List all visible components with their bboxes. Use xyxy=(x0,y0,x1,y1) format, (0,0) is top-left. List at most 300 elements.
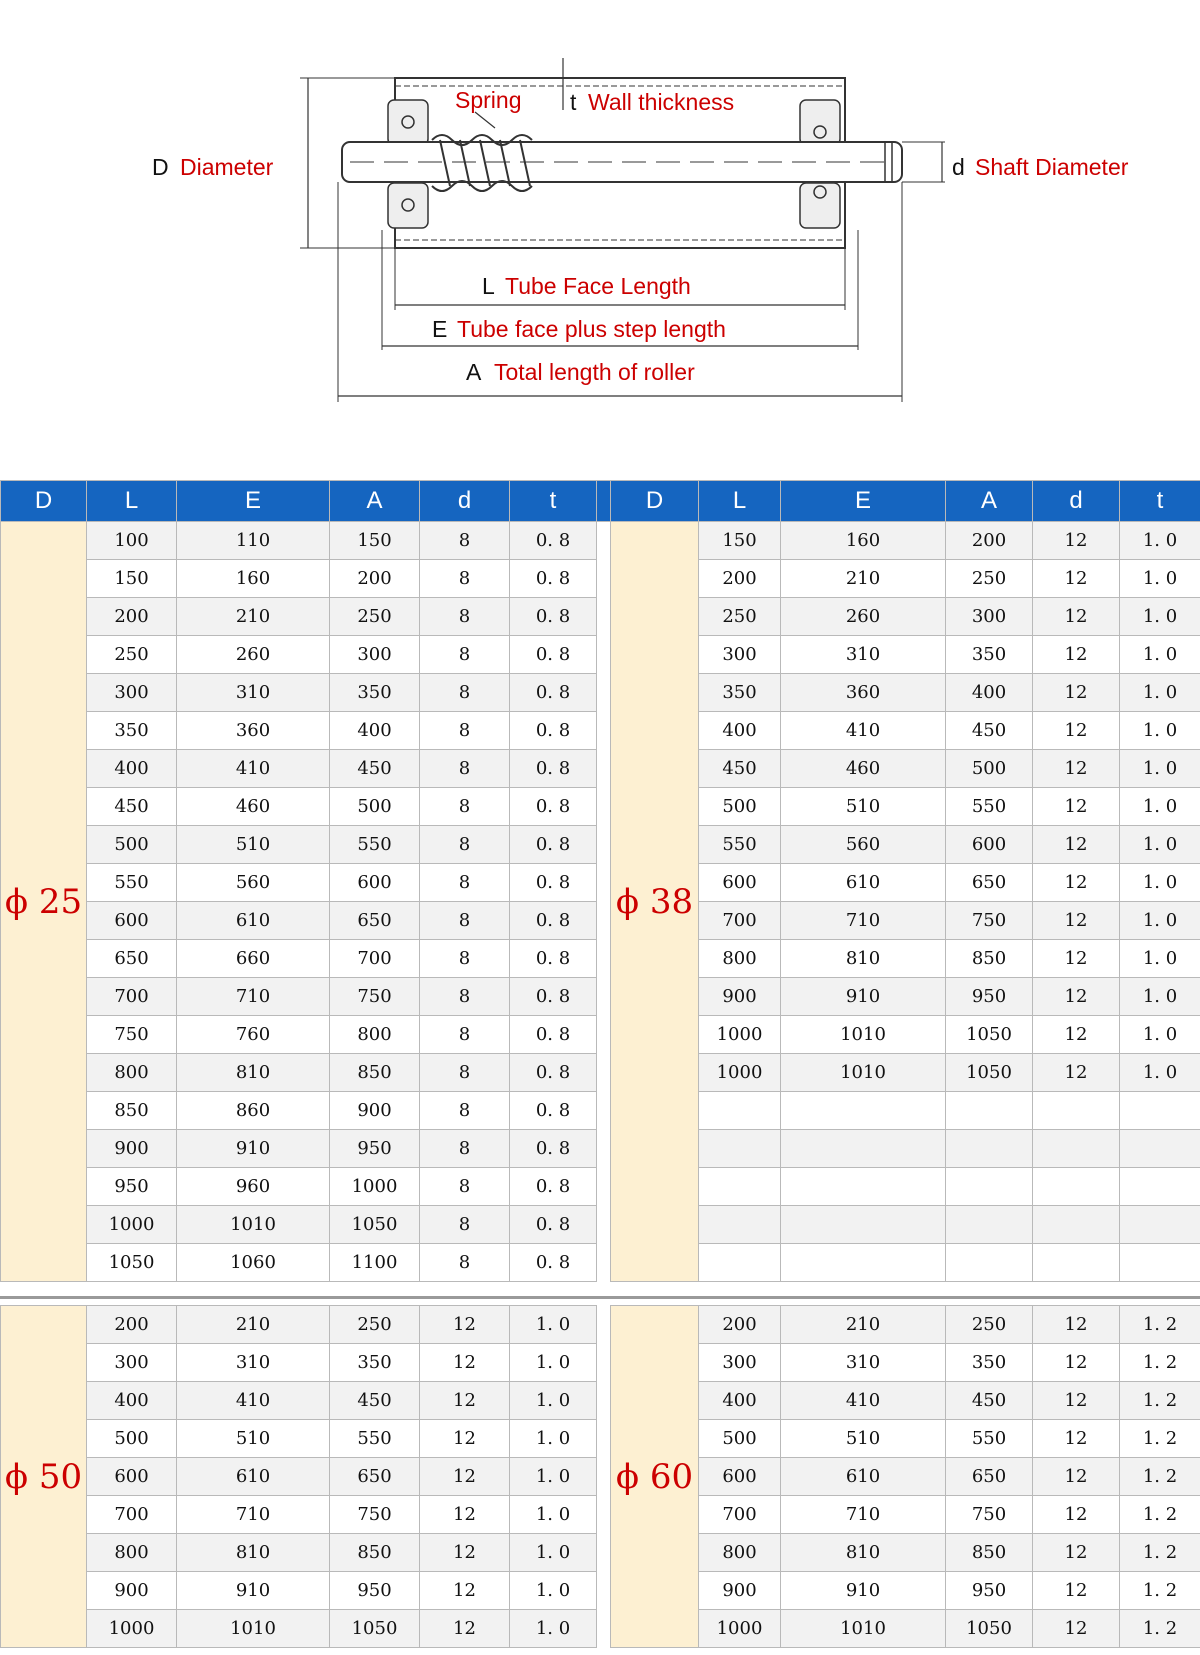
table-cell: 200 xyxy=(330,560,420,598)
table-cell: 160 xyxy=(781,522,946,560)
table-cell xyxy=(699,1168,781,1206)
table-cell: 1050 xyxy=(330,1610,420,1648)
table-cell: 12 xyxy=(1033,1572,1120,1610)
table-cell: 600 xyxy=(699,1458,781,1496)
table-cell: 8 xyxy=(420,1206,510,1244)
table-cell: 300 xyxy=(87,674,177,712)
table-cell: 8 xyxy=(420,522,510,560)
table-cell: 8 xyxy=(420,598,510,636)
table-cell: 12 xyxy=(1033,940,1120,978)
table-cell: 8 xyxy=(420,1130,510,1168)
table-cell: 12 xyxy=(1033,598,1120,636)
table-cell: 12 xyxy=(1033,826,1120,864)
table-cell: 810 xyxy=(177,1054,330,1092)
column-gap xyxy=(597,1534,611,1572)
table-cell xyxy=(946,1130,1033,1168)
table-cell: 400 xyxy=(699,1382,781,1420)
table-row xyxy=(1,1534,1200,1572)
table-cell: 1000 xyxy=(699,1016,781,1054)
table-cell: 1. 0 xyxy=(1120,598,1200,636)
table-cell: 350 xyxy=(946,636,1033,674)
table-row xyxy=(1,864,1200,902)
column-gap xyxy=(597,674,611,712)
table-cell: 750 xyxy=(87,1016,177,1054)
table-cell: 1050 xyxy=(946,1016,1033,1054)
table-cell: 410 xyxy=(781,1382,946,1420)
table-cell: 950 xyxy=(330,1572,420,1610)
table-cell: 750 xyxy=(946,1496,1033,1534)
table-cell: 600 xyxy=(330,864,420,902)
table-cell xyxy=(1033,1206,1120,1244)
table-cell: 1010 xyxy=(781,1610,946,1648)
header-e: E xyxy=(177,481,330,522)
table-cell: 760 xyxy=(177,1016,330,1054)
table-row xyxy=(1,1458,1200,1496)
table-cell: 8 xyxy=(420,1244,510,1282)
table-cell: 450 xyxy=(87,788,177,826)
header-gap xyxy=(597,481,611,522)
spec-table-top xyxy=(0,480,1200,1282)
table-row xyxy=(1,978,1200,1016)
table-cell: 350 xyxy=(699,674,781,712)
table-cell: 0. 8 xyxy=(510,560,597,598)
table-row xyxy=(1,560,1200,598)
table-row xyxy=(1,1016,1200,1054)
table-cell: 12 xyxy=(1033,1458,1120,1496)
table-cell: 0. 8 xyxy=(510,1092,597,1130)
table-cell: 250 xyxy=(87,636,177,674)
table-cell: 0. 8 xyxy=(510,1130,597,1168)
table-cell: 110 xyxy=(177,522,330,560)
table-cell: 12 xyxy=(1033,788,1120,826)
table-cell: 450 xyxy=(330,750,420,788)
spec-table-bottom xyxy=(0,1305,1200,1648)
table-cell: 700 xyxy=(699,1496,781,1534)
table-cell: 150 xyxy=(699,522,781,560)
table-row xyxy=(1,1206,1200,1244)
table-cell: 12 xyxy=(1033,1496,1120,1534)
column-gap xyxy=(597,636,611,674)
table-cell: 710 xyxy=(177,978,330,1016)
table-cell: 1. 0 xyxy=(1120,902,1200,940)
table-cell: 310 xyxy=(781,636,946,674)
table-cell: 650 xyxy=(946,1458,1033,1496)
table-cell: 650 xyxy=(330,1458,420,1496)
table-cell: 8 xyxy=(420,826,510,864)
table-cell: 400 xyxy=(330,712,420,750)
table-cell xyxy=(946,1244,1033,1282)
table-cell: 850 xyxy=(330,1054,420,1092)
table-cell: 650 xyxy=(330,902,420,940)
table-cell: 810 xyxy=(177,1534,330,1572)
table-cell: 1050 xyxy=(87,1244,177,1282)
table-cell: 600 xyxy=(87,1458,177,1496)
table-cell: 750 xyxy=(330,1496,420,1534)
table-cell: 550 xyxy=(87,864,177,902)
table-cell: 900 xyxy=(699,978,781,1016)
table-cell: 0. 8 xyxy=(510,1244,597,1282)
step-length-prefix: E xyxy=(432,316,448,342)
table-cell: 500 xyxy=(946,750,1033,788)
table-cell: 500 xyxy=(87,1420,177,1458)
table-cell: 1. 2 xyxy=(1120,1306,1200,1344)
table-cell: 1000 xyxy=(87,1206,177,1244)
table-cell: 1000 xyxy=(699,1054,781,1092)
column-gap xyxy=(597,1458,611,1496)
table-cell: 450 xyxy=(330,1382,420,1420)
table-cell: 700 xyxy=(87,978,177,1016)
table-cell: 0. 8 xyxy=(510,978,597,1016)
table-cell: 310 xyxy=(177,674,330,712)
table-cell: 200 xyxy=(87,1306,177,1344)
column-gap xyxy=(597,1344,611,1382)
table-cell: 0. 8 xyxy=(510,1054,597,1092)
table-cell: 200 xyxy=(699,1306,781,1344)
table-cell: 650 xyxy=(87,940,177,978)
right-bearing-bottom xyxy=(800,183,840,228)
table-cell: 350 xyxy=(946,1344,1033,1382)
table-cell: 850 xyxy=(946,940,1033,978)
header-e: E xyxy=(781,481,946,522)
column-gap xyxy=(597,712,611,750)
table-cell: 910 xyxy=(781,978,946,1016)
table-cell: 8 xyxy=(420,788,510,826)
table-cell: 0. 8 xyxy=(510,788,597,826)
table-row xyxy=(1,1382,1200,1420)
table-cell: 610 xyxy=(177,902,330,940)
table-cell: 0. 8 xyxy=(510,674,597,712)
table-cell: 12 xyxy=(420,1458,510,1496)
table-cell xyxy=(781,1130,946,1168)
table-cell xyxy=(1120,1168,1200,1206)
table-row xyxy=(1,902,1200,940)
table-cell: 12 xyxy=(1033,1016,1120,1054)
table-cell: 900 xyxy=(699,1572,781,1610)
table-cell: 250 xyxy=(946,1306,1033,1344)
table-cell: 1. 2 xyxy=(1120,1382,1200,1420)
table-cell xyxy=(946,1206,1033,1244)
left-bearing-top xyxy=(388,100,428,145)
diameter-label: Diameter xyxy=(180,154,274,180)
table-cell: 1. 0 xyxy=(510,1420,597,1458)
table-cell: 710 xyxy=(177,1496,330,1534)
table-cell: 8 xyxy=(420,902,510,940)
table-cell: 1. 0 xyxy=(1120,636,1200,674)
table-cell: 350 xyxy=(330,1344,420,1382)
table-cell: 410 xyxy=(781,712,946,750)
table-cell: 12 xyxy=(420,1344,510,1382)
table-cell: 1. 2 xyxy=(1120,1496,1200,1534)
table-cell: 710 xyxy=(781,902,946,940)
table-cell: 550 xyxy=(946,1420,1033,1458)
column-gap xyxy=(597,1610,611,1648)
header-d: D xyxy=(611,481,699,522)
table-cell: 950 xyxy=(946,1572,1033,1610)
table-cell: 800 xyxy=(87,1534,177,1572)
header-t: t xyxy=(1120,481,1200,522)
table-cell: 710 xyxy=(781,1496,946,1534)
table-row xyxy=(1,1168,1200,1206)
shaft-diameter-prefix: d xyxy=(952,154,965,180)
table-cell: 8 xyxy=(420,560,510,598)
table-cell: 250 xyxy=(946,560,1033,598)
wall-thickness-label: Wall thickness xyxy=(588,89,735,115)
table-cell: 860 xyxy=(177,1092,330,1130)
table-cell: 260 xyxy=(177,636,330,674)
column-gap xyxy=(597,940,611,978)
table-cell: 0. 8 xyxy=(510,636,597,674)
table-cell: 12 xyxy=(1033,1420,1120,1458)
column-gap xyxy=(597,1244,611,1282)
table-row xyxy=(1,636,1200,674)
table-cell: 8 xyxy=(420,1054,510,1092)
table-cell: 600 xyxy=(87,902,177,940)
diameter-group-label: ϕ 25 xyxy=(1,522,87,1282)
table-row xyxy=(1,1244,1200,1282)
column-gap xyxy=(597,1168,611,1206)
table-cell: 1. 0 xyxy=(1120,940,1200,978)
table-cell: 0. 8 xyxy=(510,902,597,940)
table-cell: 1. 0 xyxy=(1120,788,1200,826)
table-cell: 510 xyxy=(781,788,946,826)
table-cell: 500 xyxy=(330,788,420,826)
table-cell: 950 xyxy=(330,1130,420,1168)
table-cell: 1. 2 xyxy=(1120,1458,1200,1496)
table-cell xyxy=(1033,1092,1120,1130)
table-cell: 800 xyxy=(699,940,781,978)
table-cell: 300 xyxy=(946,598,1033,636)
table-row xyxy=(1,522,1200,560)
table-cell: 12 xyxy=(1033,1534,1120,1572)
table-cell: 560 xyxy=(781,826,946,864)
table-cell: 8 xyxy=(420,1168,510,1206)
table-cell: 12 xyxy=(1033,560,1120,598)
table-cell: 1. 0 xyxy=(510,1610,597,1648)
table-cell: 850 xyxy=(87,1092,177,1130)
table-cell: 700 xyxy=(87,1496,177,1534)
table-cell xyxy=(1120,1206,1200,1244)
table-cell: 1. 0 xyxy=(510,1534,597,1572)
table-cell: 1050 xyxy=(946,1610,1033,1648)
table-row xyxy=(1,1092,1200,1130)
table-cell: 1. 0 xyxy=(510,1344,597,1382)
table-cell: 12 xyxy=(420,1610,510,1648)
table-cell: 300 xyxy=(87,1344,177,1382)
table-cell: 8 xyxy=(420,750,510,788)
tube-face-label: Tube Face Length xyxy=(505,273,691,299)
table-cell: 1000 xyxy=(87,1610,177,1648)
column-gap xyxy=(597,864,611,902)
table-cell: 650 xyxy=(946,864,1033,902)
table-cell: 610 xyxy=(781,864,946,902)
table-cell: 900 xyxy=(330,1092,420,1130)
table-cell: 0. 8 xyxy=(510,522,597,560)
table-cell xyxy=(946,1092,1033,1130)
table-row xyxy=(1,1130,1200,1168)
table-cell: 400 xyxy=(699,712,781,750)
table-cell xyxy=(699,1244,781,1282)
table-cell: 1. 0 xyxy=(510,1572,597,1610)
table-cell xyxy=(1120,1244,1200,1282)
table-cell: 0. 8 xyxy=(510,864,597,902)
table-cell: 0. 8 xyxy=(510,712,597,750)
table-row xyxy=(1,1496,1200,1534)
table-cell: 12 xyxy=(1033,674,1120,712)
table-cell: 810 xyxy=(781,1534,946,1572)
table-cell: 1. 0 xyxy=(1120,674,1200,712)
table-cell: 0. 8 xyxy=(510,940,597,978)
table-cell: 500 xyxy=(699,788,781,826)
table-cell: 450 xyxy=(946,712,1033,750)
table-cell: 700 xyxy=(699,902,781,940)
table-cell: 1100 xyxy=(330,1244,420,1282)
column-gap xyxy=(597,1420,611,1458)
table-cell: 250 xyxy=(699,598,781,636)
table-cell: 500 xyxy=(87,826,177,864)
table-row xyxy=(1,826,1200,864)
table-cell xyxy=(1033,1130,1120,1168)
column-gap xyxy=(597,978,611,1016)
table-cell: 12 xyxy=(1033,712,1120,750)
header-shaft-d: d xyxy=(1033,481,1120,522)
table-cell: 1. 0 xyxy=(1120,712,1200,750)
table-cell xyxy=(1120,1092,1200,1130)
table-cell: 960 xyxy=(177,1168,330,1206)
table-cell: 800 xyxy=(87,1054,177,1092)
table-cell: 12 xyxy=(1033,902,1120,940)
table-cell: 12 xyxy=(1033,1306,1120,1344)
table-cell: 12 xyxy=(1033,864,1120,902)
table-cell: 8 xyxy=(420,940,510,978)
table-row xyxy=(1,598,1200,636)
table-cell: 550 xyxy=(699,826,781,864)
shaft-diameter-label: Shaft Diameter xyxy=(975,154,1129,180)
table-cell: 12 xyxy=(1033,1610,1120,1648)
diameter-group-label: ϕ 60 xyxy=(611,1306,699,1648)
table-cell: 300 xyxy=(699,636,781,674)
table-cell: 200 xyxy=(699,560,781,598)
table-cell: 1. 2 xyxy=(1120,1534,1200,1572)
table-cell: 950 xyxy=(87,1168,177,1206)
left-bearing-bottom xyxy=(388,183,428,228)
table-cell: 8 xyxy=(420,1092,510,1130)
column-gap xyxy=(597,1092,611,1130)
table-cell: 12 xyxy=(1033,1054,1120,1092)
table-cell: 12 xyxy=(1033,636,1120,674)
table-cell xyxy=(1120,1130,1200,1168)
header-shaft-d: d xyxy=(420,481,510,522)
table-cell: 1. 0 xyxy=(1120,978,1200,1016)
table-cell: 810 xyxy=(781,940,946,978)
table-cell: 850 xyxy=(946,1534,1033,1572)
table-cell: 550 xyxy=(330,1420,420,1458)
table-cell: 510 xyxy=(177,826,330,864)
table-cell: 510 xyxy=(781,1420,946,1458)
table-cell: 910 xyxy=(177,1572,330,1610)
table-cell: 200 xyxy=(946,522,1033,560)
table-cell: 0. 8 xyxy=(510,598,597,636)
table-cell: 1. 0 xyxy=(1120,750,1200,788)
table-cell: 800 xyxy=(330,1016,420,1054)
table-cell: 400 xyxy=(87,750,177,788)
table-cell: 600 xyxy=(946,826,1033,864)
table-cell: 8 xyxy=(420,636,510,674)
table-cell: 300 xyxy=(330,636,420,674)
table-cell: 1. 2 xyxy=(1120,1420,1200,1458)
table-cell: 310 xyxy=(781,1344,946,1382)
table-cell: 1. 0 xyxy=(510,1496,597,1534)
header-l: L xyxy=(699,481,781,522)
table-cell: 0. 8 xyxy=(510,1206,597,1244)
table-cell: 1. 0 xyxy=(510,1382,597,1420)
column-gap xyxy=(597,902,611,940)
table-cell: 8 xyxy=(420,978,510,1016)
table-row xyxy=(1,674,1200,712)
table-cell: 450 xyxy=(946,1382,1033,1420)
table-cell: 610 xyxy=(781,1458,946,1496)
header-a: A xyxy=(946,481,1033,522)
table-row xyxy=(1,1610,1200,1648)
table-cell: 1. 0 xyxy=(1120,1016,1200,1054)
table-cell: 12 xyxy=(420,1306,510,1344)
table-cell: 700 xyxy=(330,940,420,978)
table-cell: 510 xyxy=(177,1420,330,1458)
header-t: t xyxy=(510,481,597,522)
table-cell: 600 xyxy=(699,864,781,902)
header-a: A xyxy=(330,481,420,522)
table-cell: 1010 xyxy=(781,1054,946,1092)
table-cell: 8 xyxy=(420,712,510,750)
table-cell: 12 xyxy=(1033,1344,1120,1382)
table-cell: 1000 xyxy=(330,1168,420,1206)
table-cell: 950 xyxy=(946,978,1033,1016)
table-cell xyxy=(1033,1244,1120,1282)
total-length-prefix: A xyxy=(466,359,482,385)
column-gap xyxy=(597,560,611,598)
diameter-group-label: ϕ 50 xyxy=(1,1306,87,1648)
table-row xyxy=(1,1054,1200,1092)
table-cell: 200 xyxy=(87,598,177,636)
spring-label: Spring xyxy=(455,87,522,113)
table-cell: 1010 xyxy=(177,1206,330,1244)
table-row xyxy=(1,750,1200,788)
column-gap xyxy=(597,1496,611,1534)
table-cell: 8 xyxy=(420,674,510,712)
table-cell: 12 xyxy=(420,1572,510,1610)
table-cell: 1. 2 xyxy=(1120,1344,1200,1382)
table-cell: 210 xyxy=(781,1306,946,1344)
table-cell: 8 xyxy=(420,864,510,902)
table-cell: 410 xyxy=(177,1382,330,1420)
table-cell: 1. 0 xyxy=(1120,560,1200,598)
table-cell: 900 xyxy=(87,1572,177,1610)
table-cell: 360 xyxy=(177,712,330,750)
column-gap xyxy=(597,750,611,788)
column-gap xyxy=(597,1572,611,1610)
header-row xyxy=(1,481,1200,522)
table-cell: 910 xyxy=(781,1572,946,1610)
table-cell: 910 xyxy=(177,1130,330,1168)
header-d: D xyxy=(1,481,87,522)
table-cell: 300 xyxy=(699,1344,781,1382)
diameter-group-label: ϕ 38 xyxy=(611,522,699,1282)
table-cell: 8 xyxy=(420,1016,510,1054)
table-cell: 350 xyxy=(87,712,177,750)
table-row xyxy=(1,940,1200,978)
column-gap xyxy=(597,788,611,826)
step-length-label: Tube face plus step length xyxy=(457,316,726,342)
table-cell: 850 xyxy=(330,1534,420,1572)
